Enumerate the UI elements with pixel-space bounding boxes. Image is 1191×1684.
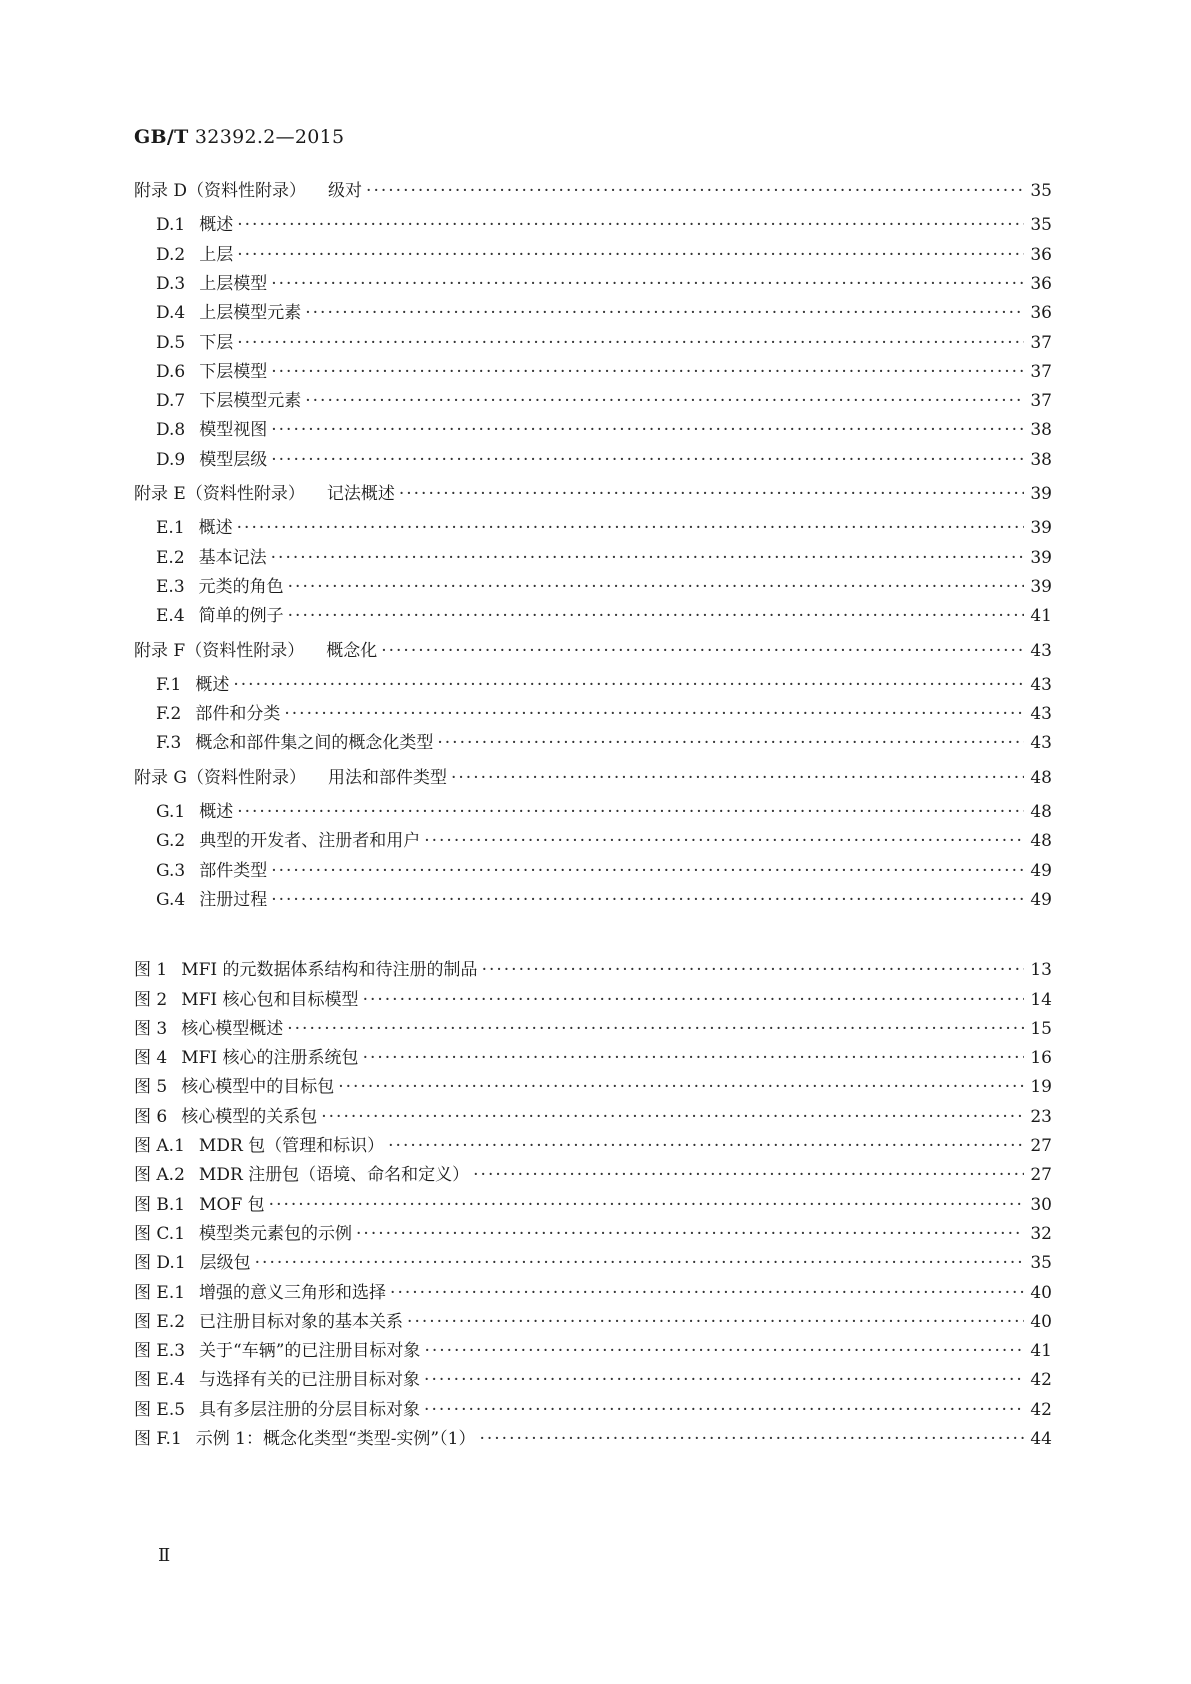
toc-entry-title: 模型视图 [199, 420, 268, 441]
toc-entry[interactable] [134, 887, 1052, 913]
toc-entry-page: 16 [1030, 1048, 1052, 1069]
toc-entry-number: F.1 [156, 674, 182, 695]
toc-entry-title: 与选择有关的已注册目标对象 [199, 1370, 421, 1391]
toc-entry-page: 41 [1030, 606, 1052, 627]
toc-entry-number: D.4 [156, 303, 186, 324]
toc-entry[interactable] [134, 1280, 1052, 1306]
toc-entry-number: D.7 [156, 391, 186, 412]
toc-entry-title: MFI 核心包和目标模型 [181, 989, 359, 1010]
toc-entry-number: 图 E.1 [134, 1282, 186, 1303]
toc-entry[interactable] [134, 481, 1052, 507]
toc-entry-title: 概念化 [326, 640, 378, 661]
toc-entry-title: MOF 包 [199, 1194, 265, 1215]
toc-dot-leader [237, 515, 1024, 541]
toc-dot-leader [399, 481, 1024, 507]
toc-entry-title: 已注册目标对象的基本关系 [199, 1311, 404, 1332]
toc-dot-leader [479, 1426, 1024, 1452]
toc-entry[interactable] [134, 1074, 1052, 1100]
toc-dot-leader [288, 603, 1024, 629]
standard-number: 32392.2—2015 [194, 126, 345, 148]
toc-entry-page: 39 [1030, 484, 1052, 504]
toc-entry[interactable] [134, 858, 1052, 884]
toc-entry-page: 42 [1030, 1399, 1052, 1420]
toc-entry-number: 图 E.5 [134, 1399, 186, 1420]
toc-entry-page: 15 [1030, 1018, 1052, 1039]
toc-dot-leader [271, 271, 1024, 297]
toc-entry-number: 附录 E（资料性附录） [134, 484, 305, 504]
toc-entry-title: MDR 包（管理和标识） [198, 1136, 385, 1156]
toc-entry-title: 核心模型的关系包 [181, 1106, 318, 1127]
toc-entry-title: 用法和部件类型 [327, 767, 447, 788]
toc-entry[interactable] [134, 799, 1052, 825]
toc-entry-title: MDR 注册包（语境、命名和定义） [198, 1165, 470, 1186]
toc-dot-leader [482, 957, 1024, 983]
toc-dot-leader [269, 1192, 1024, 1218]
toc-entry[interactable] [134, 242, 1052, 268]
toc-entry-page: 35 [1030, 215, 1052, 236]
page-number: Ⅱ [158, 1545, 171, 1566]
toc-entry[interactable] [134, 1338, 1052, 1364]
toc-entry-number: G.2 [156, 831, 186, 852]
toc-entry-number: D.2 [156, 244, 186, 265]
toc-entry-title: 典型的开发者、注册者和用户 [199, 831, 421, 852]
toc-entry-title: 关于“车辆”的已注册目标对象 [199, 1341, 421, 1362]
toc-entry[interactable] [134, 1309, 1052, 1335]
toc-entry-page: 32 [1030, 1223, 1052, 1244]
toc-entry-title: 具有多层注册的分层目标对象 [199, 1399, 421, 1420]
toc-entry-page: 36 [1030, 273, 1052, 294]
toc-dot-leader [305, 388, 1024, 414]
toc-entry-page: 43 [1030, 733, 1052, 754]
toc-entry[interactable] [134, 603, 1052, 629]
toc-entry-number: 图 2 [134, 989, 168, 1010]
toc-entry[interactable] [134, 1250, 1052, 1276]
toc-entry-page: 37 [1030, 391, 1052, 412]
toc-dot-leader [424, 1338, 1024, 1364]
toc-entry-number: 图 E.2 [134, 1311, 186, 1332]
toc-entry-title: 模型类元素包的示例 [199, 1223, 353, 1244]
toc-entry-page: 40 [1030, 1311, 1052, 1332]
toc-entry-page: 36 [1030, 303, 1052, 324]
toc-entry[interactable] [134, 1221, 1052, 1247]
toc-entry-title: 概念和部件集之间的概念化类型 [195, 733, 434, 754]
toc-entry-page: 14 [1030, 989, 1052, 1010]
toc-entry-page: 38 [1030, 420, 1052, 441]
toc-entry-number: E.1 [156, 518, 185, 539]
toc-entry-number: 图 D.1 [134, 1253, 186, 1274]
toc-entry-title: 概述 [195, 674, 230, 695]
toc-entry-page: 27 [1030, 1165, 1052, 1186]
toc-entry-page: 48 [1030, 767, 1052, 788]
toc-dot-leader [381, 638, 1024, 664]
toc-entry[interactable] [134, 1133, 1052, 1159]
toc-entry-title: 部件和分类 [195, 704, 281, 725]
toc-entry-page: 42 [1030, 1370, 1052, 1391]
toc-dot-leader [271, 447, 1024, 473]
toc-entry[interactable] [134, 574, 1052, 600]
toc-entry-page: 13 [1030, 960, 1052, 981]
toc-entry-number: G.1 [156, 802, 186, 822]
toc-dot-leader [424, 1397, 1024, 1423]
toc-entry-title: 概述 [199, 802, 234, 822]
toc-dot-leader [338, 1074, 1024, 1100]
toc-entry[interactable] [134, 957, 1052, 983]
toc-entry-number: 图 E.3 [134, 1341, 186, 1362]
toc-entry-page: 36 [1030, 244, 1052, 265]
toc-entry-number: 附录 D（资料性附录） [134, 181, 307, 201]
toc-entry-page: 37 [1030, 361, 1052, 382]
toc-entry-number: D.6 [156, 361, 186, 382]
toc-dot-leader [390, 1280, 1024, 1306]
toc-entry-page: 44 [1030, 1429, 1052, 1449]
toc-entry-page: 35 [1030, 1253, 1052, 1274]
toc-entry-title: 元类的角色 [198, 576, 284, 597]
toc-entry-page: 48 [1030, 831, 1052, 852]
toc-entry[interactable] [134, 1045, 1052, 1071]
toc-entry[interactable] [134, 515, 1052, 541]
toc-entry[interactable] [134, 828, 1052, 854]
toc-entry-page: 35 [1030, 181, 1052, 201]
toc-entry[interactable] [134, 765, 1052, 791]
toc-entry-title: MFI 核心的注册系统包 [181, 1048, 359, 1069]
toc-entry-number: E.2 [156, 547, 185, 568]
toc-entry-title: 示例 1：概念化类型“类型-实例”（1） [195, 1429, 476, 1449]
toc-entry-number: E.3 [156, 576, 185, 597]
toc-entry-number: 图 4 [134, 1048, 168, 1069]
toc-dot-leader [284, 701, 1024, 727]
toc-entry-title: 核心模型概述 [181, 1018, 284, 1039]
toc-entry[interactable] [134, 417, 1052, 443]
toc-dot-leader [451, 765, 1024, 791]
toc-entry-title: 基本记法 [198, 547, 267, 568]
toc-entry-page: 40 [1030, 1282, 1052, 1303]
toc-entry-number: D.5 [156, 332, 186, 353]
toc-entry-page: 27 [1030, 1136, 1052, 1156]
toc-entry-number: G.3 [156, 860, 186, 881]
toc-dot-leader [271, 887, 1024, 913]
toc-entry-number: F.3 [156, 733, 182, 754]
toc-entry[interactable] [134, 1397, 1052, 1423]
toc-entry-title: 上层模型元素 [199, 303, 302, 324]
toc-entry-title: 级对 [328, 181, 363, 201]
toc-dot-leader [407, 1309, 1024, 1335]
toc-dot-leader [356, 1221, 1024, 1247]
toc-dot-leader [237, 799, 1024, 825]
toc-entry[interactable] [134, 1162, 1052, 1188]
toc-dot-leader [424, 828, 1024, 854]
toc-entry-page: 43 [1030, 640, 1052, 661]
toc-entry-title: 概述 [198, 518, 233, 539]
toc-entry[interactable] [134, 178, 1052, 204]
toc-entry-page: 43 [1030, 674, 1052, 695]
toc-dot-leader [287, 1016, 1024, 1042]
toc-entry-title: 概述 [199, 215, 234, 236]
toc-entry[interactable] [134, 672, 1052, 698]
toc-dot-leader [271, 359, 1024, 385]
toc-entry-page: 43 [1030, 704, 1052, 725]
toc-entry-page: 41 [1030, 1341, 1052, 1362]
toc-entry-number: 图 A.1 [134, 1136, 185, 1156]
toc-entry[interactable] [134, 447, 1052, 473]
toc-dot-leader [271, 545, 1024, 571]
toc-dot-leader [388, 1133, 1024, 1159]
toc-dot-leader [305, 300, 1024, 326]
toc-entry-title: 层级包 [199, 1253, 251, 1274]
toc-entry[interactable] [134, 212, 1052, 238]
toc-entry-page: 38 [1030, 449, 1052, 470]
toc-entry-number: 图 A.2 [134, 1165, 185, 1186]
toc-entry-number: D.1 [156, 215, 186, 236]
toc-entry-page: 49 [1030, 889, 1052, 910]
toc-entry-number: 图 3 [134, 1018, 168, 1039]
toc-entry-page: 48 [1030, 802, 1052, 822]
toc-entry-page: 49 [1030, 860, 1052, 881]
toc-entry-number: 附录 F（资料性附录） [134, 640, 305, 661]
toc-entry-number: 附录 G（资料性附录） [134, 767, 306, 788]
toc-entry-number: E.4 [156, 606, 185, 627]
toc-entry-title: 核心模型中的目标包 [181, 1077, 335, 1098]
toc-dot-leader [473, 1162, 1024, 1188]
toc-entry-page: 19 [1030, 1077, 1052, 1098]
toc-entry[interactable] [134, 1367, 1052, 1393]
toc-entry-title: 记法概述 [326, 484, 395, 504]
toc-dot-leader [233, 672, 1024, 698]
toc-dot-leader [255, 1250, 1024, 1276]
toc-entry-number: 图 1 [134, 960, 168, 981]
toc-entry-title: 简单的例子 [198, 606, 284, 627]
toc-entry[interactable] [134, 271, 1052, 297]
toc-entry-number: 图 5 [134, 1077, 168, 1098]
toc-entry-title: 下层模型 [199, 361, 268, 382]
toc-entry-number: D.3 [156, 273, 186, 294]
toc-entry-title: 下层模型元素 [199, 391, 302, 412]
toc-entry-title: MFI 的元数据体系结构和待注册的制品 [181, 960, 478, 981]
toc-entry[interactable] [134, 987, 1052, 1013]
toc-dot-leader [288, 574, 1024, 600]
toc-entry-title: 下层 [199, 332, 234, 353]
toc-entry[interactable] [134, 730, 1052, 756]
toc-entry-title: 部件类型 [199, 860, 268, 881]
toc-entry-number: 图 E.4 [134, 1370, 186, 1391]
toc-entry-title: 增强的意义三角形和选择 [199, 1282, 387, 1303]
toc-entry-number: 图 F.1 [134, 1429, 182, 1449]
toc-entry[interactable] [134, 1104, 1052, 1130]
toc-entry[interactable] [134, 1016, 1052, 1042]
toc-entry-title: 模型层级 [199, 449, 268, 470]
toc-entry[interactable] [134, 701, 1052, 727]
toc-entry-page: 39 [1030, 576, 1052, 597]
toc-dot-leader [366, 178, 1024, 204]
toc-entry-page: 23 [1030, 1106, 1052, 1127]
toc-dot-leader [237, 330, 1024, 356]
toc-dot-leader [237, 212, 1024, 238]
toc-dot-leader [271, 858, 1024, 884]
toc-dot-leader [321, 1104, 1024, 1130]
toc-entry[interactable] [134, 388, 1052, 414]
toc-dot-leader [237, 242, 1024, 268]
toc-entry-number: D.9 [156, 449, 186, 470]
toc-entry-page: 39 [1030, 547, 1052, 568]
toc-entry-title: 注册过程 [199, 889, 268, 910]
toc-entry[interactable] [134, 638, 1052, 664]
toc-entry-page: 30 [1030, 1194, 1052, 1215]
toc-entry-page: 39 [1030, 518, 1052, 539]
toc-entry-page: 37 [1030, 332, 1052, 353]
toc-entry[interactable] [134, 1426, 1052, 1452]
toc-dot-leader [424, 1367, 1024, 1393]
toc-entry-number: 图 B.1 [134, 1194, 186, 1215]
toc-entry-number: D.8 [156, 420, 186, 441]
toc-entry-number: G.4 [156, 889, 186, 910]
toc-entry-title: 上层模型 [199, 273, 268, 294]
toc-entry[interactable] [134, 1192, 1052, 1218]
standard-code: GB/T [134, 126, 189, 148]
toc-entry-number: F.2 [156, 704, 182, 725]
toc-entry[interactable] [134, 330, 1052, 356]
toc-dot-leader [363, 987, 1024, 1013]
toc-entry[interactable] [134, 300, 1052, 326]
toc-dot-leader [363, 1045, 1024, 1071]
toc-dot-leader [437, 730, 1024, 756]
toc-entry[interactable] [134, 359, 1052, 385]
toc-entry-number: 图 6 [134, 1106, 168, 1127]
toc-entry-number: 图 C.1 [134, 1223, 186, 1244]
standard-header [134, 126, 344, 148]
toc-entry-title: 上层 [199, 244, 234, 265]
toc-entry[interactable] [134, 545, 1052, 571]
toc-dot-leader [271, 417, 1024, 443]
